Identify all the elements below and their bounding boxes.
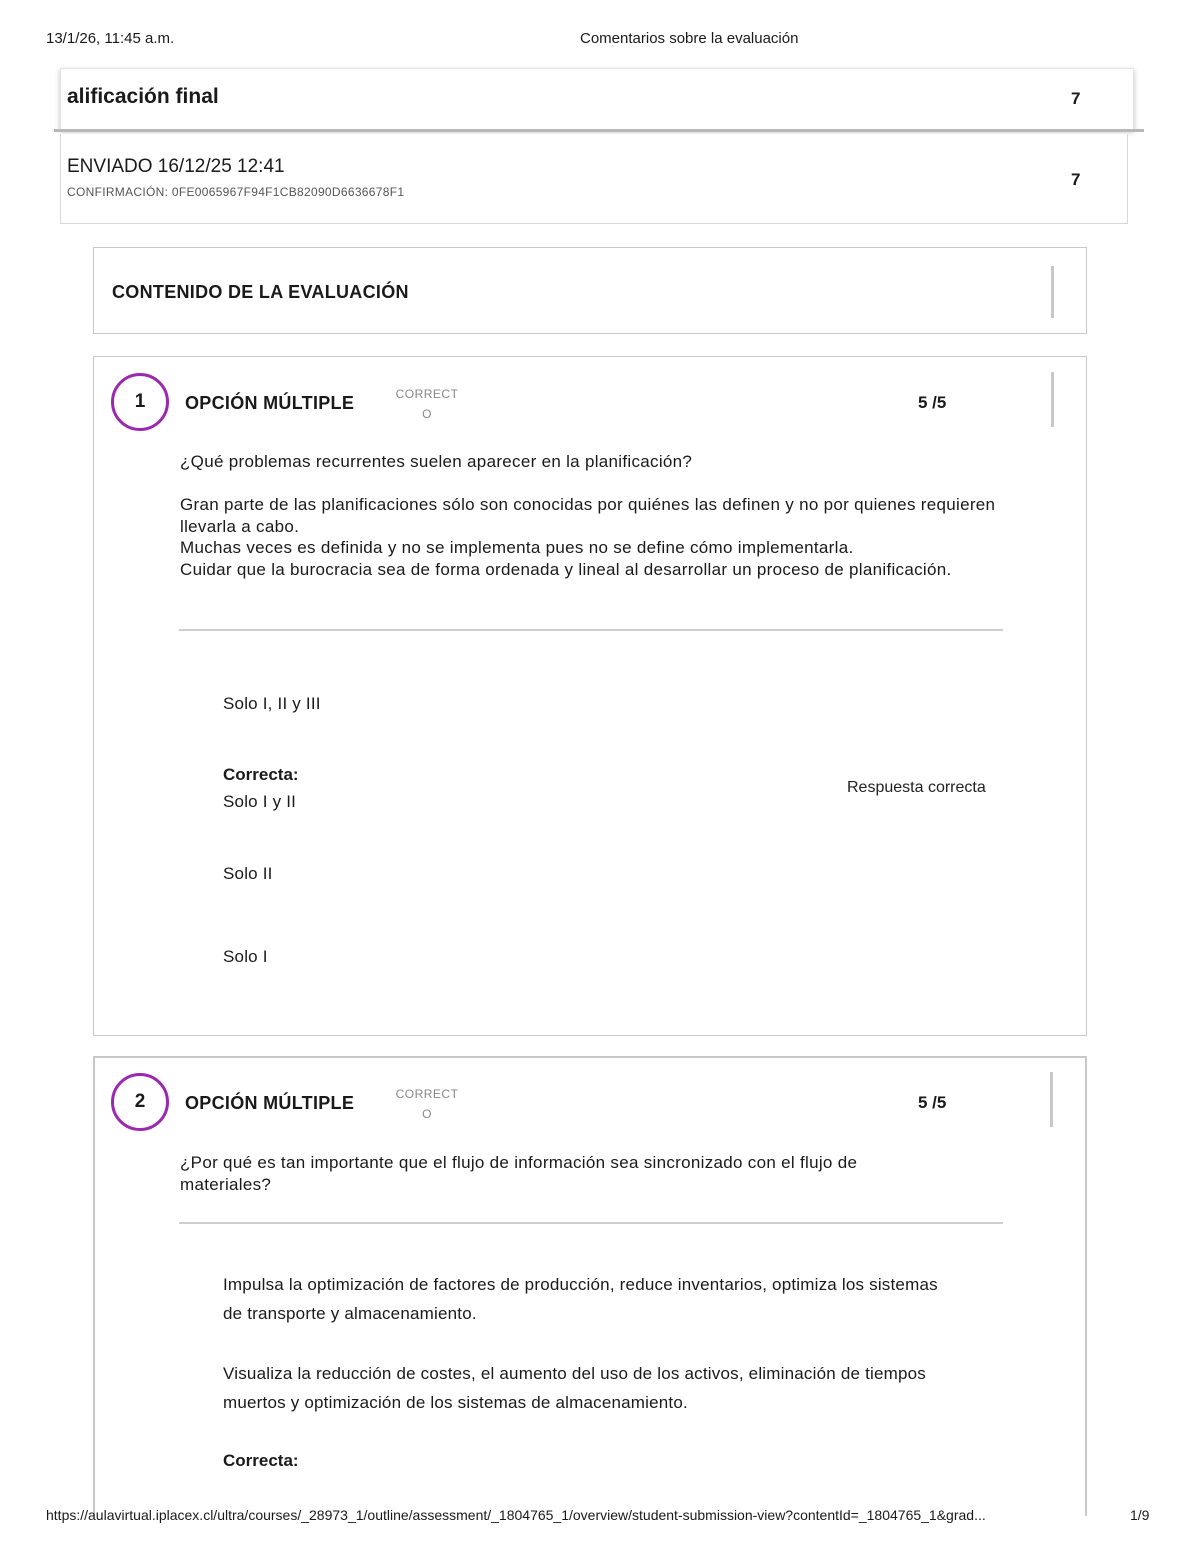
answer-option-2: Solo I y II xyxy=(223,792,297,811)
answer-option-1: Impulsa la optimización de factores de producción, reduce inventarios, optimiza los sistemas de transporte y almacenamiento. xyxy=(223,1275,938,1323)
correct-response-note: Respuesta correcta xyxy=(847,779,986,796)
question-type: OPCIÓN MÚLTIPLE xyxy=(185,1093,355,1113)
question-score: 5 /5 xyxy=(918,1093,947,1112)
assessment-content-title: CONTENIDO DE LA EVALUACIÓN xyxy=(112,282,409,302)
submission-card[interactable] xyxy=(60,134,1128,224)
question-prompt: ¿Qué problemas recurrentes suelen aparecer en la planificación? xyxy=(180,452,693,471)
question-status: CORRECT O xyxy=(395,1087,459,1121)
question-number-badge xyxy=(111,373,169,431)
submitted-date: ENVIADO 16/12/25 12:41 xyxy=(67,156,285,177)
scrollbar-marker xyxy=(1051,372,1054,427)
assessment-content-header xyxy=(93,247,1087,334)
print-url: https://aulavirtual.iplacex.cl/ultra/courses/_28973_1/outline/assessment/_1804765_1/overview/student-submission-view?contentId=_1804765_1&grad... xyxy=(46,1507,986,1523)
question-number-badge xyxy=(111,1073,169,1131)
question-divider xyxy=(179,1222,1003,1224)
question-divider xyxy=(179,629,1003,631)
print-datetime: 13/1/26, 11:45 a.m. xyxy=(46,30,175,47)
question-prompt: ¿Por qué es tan importante que el flujo de información sea sincronizado con el flujo de materiales? xyxy=(180,1153,858,1194)
print-page-number: 1/9 xyxy=(1130,1507,1150,1523)
statement-2: Muchas veces es definida y no se implementa pues no se define cómo implementarla. xyxy=(180,538,854,557)
answer-option-1: Solo I, II y III xyxy=(223,694,321,713)
question-card-1 xyxy=(93,356,1087,1036)
question-number: 2 xyxy=(134,1091,146,1112)
answer-option-2: Visualiza la reducción de costes, el aumento del uso de los activos, eliminación de tiempos muertos y optimización de los sistemas de almacenamiento. xyxy=(223,1364,926,1412)
question-card-2 xyxy=(93,1056,1087,1516)
final-grade-value: 7 xyxy=(1071,89,1081,108)
grade-card-divider xyxy=(54,129,1144,132)
correct-label: Correcta: xyxy=(223,1451,299,1470)
statement-1: Gran parte de las planificaciones sólo son conocidas por quiénes las definen y no por quienes requieren llevarla a cabo. xyxy=(180,495,996,536)
answer-option-3: Solo II xyxy=(223,864,273,883)
statement-3: Cuidar que la burocracia sea de forma ordenada y lineal al desarrollar un proceso de planificación. xyxy=(180,559,952,579)
confirmation-code: CONFIRMACIÓN: 0FE0065967F94F1CB82090D6636678F1 xyxy=(67,185,405,199)
final-grade-card xyxy=(60,68,1134,130)
scrollbar-marker xyxy=(1051,266,1054,318)
print-page-title: Comentarios sobre la evaluación xyxy=(580,30,799,47)
scrollbar-marker xyxy=(1050,1072,1053,1127)
question-score: 5 /5 xyxy=(918,393,947,412)
question-status: CORRECT O xyxy=(395,387,459,421)
final-grade-title: alificación final xyxy=(67,85,219,108)
question-type: OPCIÓN MÚLTIPLE xyxy=(185,393,355,413)
question-number: 1 xyxy=(134,391,146,412)
question-statements xyxy=(180,494,1000,580)
answer-option-4: Solo I xyxy=(223,947,268,966)
correct-label: Correcta: xyxy=(223,765,299,784)
submission-score: 7 xyxy=(1071,170,1081,189)
